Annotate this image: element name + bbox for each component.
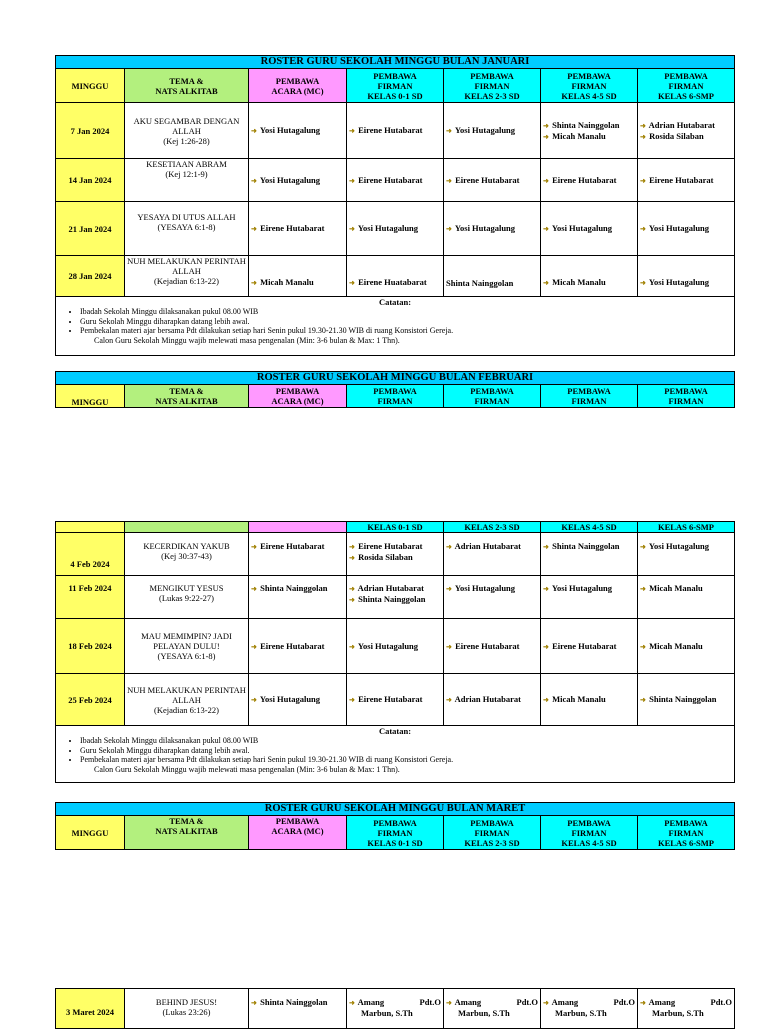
catatan-row — [56, 726, 735, 783]
mc-cell: ➜ Yosi Hutagalung — [249, 103, 347, 159]
table-title: ROSTER GURU SEKOLAH MINGGU BULAN MARET — [56, 803, 735, 816]
arrow-icon: ➜ — [640, 543, 646, 551]
kelas-cell: ➜ Amang Pdt.O Marbun, S.Th — [444, 989, 541, 1029]
roster-table-march-header — [55, 802, 735, 850]
arrow-icon: ➜ — [349, 596, 355, 604]
header-kelas-4-5: PEMBAWA FIRMAN KELAS 4-5 SD — [541, 816, 638, 850]
header-firman: PEMBAWA FIRMAN — [347, 385, 444, 408]
arrow-icon: ➜ — [640, 279, 646, 287]
header-kelas-4-5: PEMBAWA FIRMAN KELAS 4-5 SD — [541, 69, 638, 103]
kelas-cell: ➜ Adrian Hutabarat — [444, 674, 541, 726]
roster-table-march — [55, 988, 735, 1029]
catatan-row — [56, 297, 735, 356]
roster-table-february-header — [55, 371, 735, 408]
tema-cell: NUH MELAKUKAN PERINTAH ALLAH (Kejadian 6:13-22) — [125, 674, 249, 726]
roster-table-february — [55, 521, 735, 783]
kelas-cell: ➜ Adrian Hutabarat — [444, 533, 541, 576]
catatan-title: Catatan: — [378, 726, 412, 736]
header-acara-cont — [249, 522, 347, 533]
kelas-cell: ➜ Micah Manalu — [541, 256, 638, 297]
header-tema-cont — [125, 522, 249, 533]
kelas-cell: ➜ Shinta Nainggolan — [541, 533, 638, 576]
kelas-cell: ➜ Amang Pdt.O Marbun, S.Th — [347, 989, 444, 1029]
table-row — [56, 576, 735, 619]
catatan-title: Catatan: — [378, 297, 412, 307]
arrow-icon: ➜ — [349, 696, 355, 704]
arrow-icon: ➜ — [543, 225, 549, 233]
tema-cell: YESAYA DI UTUS ALLAH (YESAYA 6:1-8) — [125, 202, 249, 256]
header-kelas-0-1: PEMBAWA FIRMAN KELAS 0-1 SD — [347, 69, 444, 103]
arrow-icon: ➜ — [349, 279, 355, 287]
date-cell: 21 Jan 2024 — [56, 202, 125, 256]
header-kelas-2-3: PEMBAWA FIRMAN KELAS 2-3 SD — [444, 69, 541, 103]
arrow-icon: ➜ — [543, 176, 549, 185]
arrow-icon: ➜ — [251, 543, 257, 551]
kelas-cell: ➜ Eirene Hutabarat — [541, 619, 638, 674]
kelas-cell: ➜ Yosi Hutagalung — [444, 103, 541, 159]
header-firman: PEMBAWA FIRMAN — [444, 385, 541, 408]
header-acara: PEMBAWA ACARA (MC) — [249, 385, 347, 408]
date-cell: 3 Maret 2024 — [56, 989, 125, 1029]
list-item: • Ibadah Sekolah Minggu dilaksanakan pukul 08.00 WIB — [80, 736, 732, 746]
kelas-cell: ➜ Adrian Hutabarat ➜ Shinta Nainggolan — [347, 576, 444, 619]
tema-cell: AKU SEGAMBAR DENGAN ALLAH (Kej 1:26-28) — [125, 103, 249, 159]
kelas-cell: ➜ Yosi Hutagalung — [638, 533, 735, 576]
kelas-cell: ➜ Yosi Hutagalung — [347, 202, 444, 256]
table-row — [56, 989, 735, 1029]
header-tema: TEMA & NATS ALKITAB — [125, 69, 249, 103]
list-item: • Ibadah Sekolah Minggu dilaksanakan pukul 08.00 WIB — [80, 307, 732, 317]
header-kelas-0-1: PEMBAWA FIRMAN KELAS 0-1 SD — [347, 816, 444, 850]
tema-cell: NUH MELAKUKAN PERINTAH ALLAH (Kejadian 6:13-22) — [125, 256, 249, 297]
table-row — [56, 674, 735, 726]
mc-cell: ➜ Yosi Hutagalung — [249, 159, 347, 202]
arrow-icon: ➜ — [640, 132, 646, 141]
header-minggu-cont — [56, 522, 125, 533]
table-row — [56, 533, 735, 576]
kelas-cell: ➜ Micah Manalu — [638, 576, 735, 619]
header-minggu: MINGGU — [56, 69, 125, 103]
kelas-cell: ➜ Eirene Hutabarat — [444, 619, 541, 674]
arrow-icon: ➜ — [640, 585, 646, 593]
arrow-icon: ➜ — [640, 121, 646, 130]
catatan-note: Calon Guru Sekolah Minggu wajib melewati masa pengenalan (Min: 3-6 bulan & Max: 1 Thn). — [94, 764, 400, 774]
arrow-icon: ➜ — [349, 554, 355, 562]
arrow-icon: ➜ — [446, 999, 452, 1007]
list-item: • Guru Sekolah Minggu diharapkan datang lebih awal. — [80, 746, 732, 756]
mc-cell: ➜ Eirene Hutabarat — [249, 619, 347, 674]
arrow-icon: ➜ — [640, 696, 646, 704]
kelas-cell: ➜ Yosi Hutagalung — [541, 202, 638, 256]
arrow-icon: ➜ — [251, 279, 257, 287]
table-row — [56, 159, 735, 202]
arrow-icon: ➜ — [640, 225, 646, 233]
arrow-icon: ➜ — [640, 999, 646, 1007]
table-row — [56, 256, 735, 297]
header-kelas-2-3: PEMBAWA FIRMAN KELAS 2-3 SD — [444, 816, 541, 850]
mc-cell: ➜ Eirene Hutabarat — [249, 533, 347, 576]
arrow-icon: ➜ — [251, 127, 257, 135]
arrow-icon: ➜ — [349, 225, 355, 233]
date-cell: 11 Feb 2024 — [56, 576, 125, 619]
tema-cell: KESETIAAN ABRAM (Kej 12:1-9) — [125, 159, 249, 202]
table-row — [56, 619, 735, 674]
arrow-icon: ➜ — [543, 585, 549, 593]
mc-cell: ➜ Shinta Nainggolan — [249, 576, 347, 619]
kelas-cell: ➜ Eirene Hutabarat ➜ Rosida Silaban — [347, 533, 444, 576]
header-firman: PEMBAWA FIRMAN — [638, 385, 735, 408]
arrow-icon: ➜ — [543, 642, 549, 651]
arrow-icon: ➜ — [251, 225, 257, 233]
date-cell: 7 Jan 2024 — [56, 103, 125, 159]
arrow-icon: ➜ — [349, 127, 355, 135]
header-tema: TEMA & NATS ALKITAB — [125, 385, 249, 408]
arrow-icon: ➜ — [251, 642, 257, 651]
header-kelas-0-1: KELAS 0-1 SD — [347, 522, 444, 533]
arrow-icon: ➜ — [446, 696, 452, 704]
header-kelas-6-smp: PEMBAWA FIRMAN KELAS 6-SMP — [638, 816, 735, 850]
arrow-icon: ➜ — [543, 696, 549, 704]
arrow-icon: ➜ — [446, 543, 452, 551]
header-kelas-4-5: KELAS 4-5 SD — [541, 522, 638, 533]
kelas-cell: ➜ Micah Manalu — [541, 674, 638, 726]
arrow-icon: ➜ — [446, 225, 452, 233]
mc-cell: ➜ Micah Manalu — [249, 256, 347, 297]
kelas-cell: Shinta Nainggolan — [444, 256, 541, 297]
kelas-cell: ➜ Amang Pdt.O Marbun, S.Th — [638, 989, 735, 1029]
date-cell: 14 Jan 2024 — [56, 159, 125, 202]
header-minggu: MINGGU — [56, 385, 125, 408]
header-minggu: MINGGU — [56, 816, 125, 850]
tema-cell: MAU MEMIMPIN? JADI PELAYAN DULU! (YESAYA 6:1-8) — [125, 619, 249, 674]
list-item: • Pembekalan materi ajar bersama Pdt dilakukan setiap hari Senin pukul 19.30-21.30 WIB di ruang Konsistori Gereja. — [80, 755, 732, 765]
header-tema: TEMA & NATS ALKITAB — [125, 816, 249, 850]
kelas-cell: ➜ Adrian Hutabarat ➜ Rosida Silaban — [638, 103, 735, 159]
header-acara: PEMBAWA ACARA (MC) — [249, 69, 347, 103]
catatan-cell — [56, 726, 735, 783]
arrow-icon: ➜ — [446, 642, 452, 651]
kelas-cell: ➜ Eirene Huatabarat — [347, 256, 444, 297]
mc-cell: ➜ Shinta Nainggolan — [249, 989, 347, 1029]
tema-cell: BEHIND JESUS! (Lukas 23:26) — [125, 989, 249, 1029]
date-cell: 18 Feb 2024 — [56, 619, 125, 674]
header-kelas-2-3: KELAS 2-3 SD — [444, 522, 541, 533]
header-acara: PEMBAWA ACARA (MC) — [249, 816, 347, 850]
header-kelas-6-smp: PEMBAWA FIRMAN KELAS 6-SMP — [638, 69, 735, 103]
table-row — [56, 202, 735, 256]
arrow-icon: ➜ — [543, 543, 549, 551]
date-cell: 28 Jan 2024 — [56, 256, 125, 297]
tema-cell: KECERDIKAN YAKUB (Kej 30:37-43) — [125, 533, 249, 576]
mc-cell: ➜ Eirene Hutabarat — [249, 202, 347, 256]
arrow-icon: ➜ — [251, 999, 257, 1007]
catatan-note: Calon Guru Sekolah Minggu wajib melewati masa pengenalan (Min: 3-6 bulan & Max: 1 Thn). — [94, 335, 400, 345]
kelas-cell: ➜ Amang Pdt.O Marbun, S.Th — [541, 989, 638, 1029]
arrow-icon: ➜ — [349, 176, 355, 185]
kelas-cell: ➜ Yosi Hutagalung — [638, 202, 735, 256]
kelas-cell: ➜ Eirene Hutabarat — [541, 159, 638, 202]
arrow-icon: ➜ — [349, 543, 355, 551]
kelas-cell: ➜ Eirene Hutabarat — [347, 159, 444, 202]
arrow-icon: ➜ — [349, 999, 355, 1007]
kelas-cell: ➜ Yosi Hutagalung — [638, 256, 735, 297]
roster-table-january — [55, 55, 735, 356]
header-firman: PEMBAWA FIRMAN — [541, 385, 638, 408]
table-row — [56, 103, 735, 159]
kelas-cell: ➜ Yosi Hutagalung — [444, 202, 541, 256]
table-title: ROSTER GURU SEKOLAH MINGGU BULAN FEBRUARI — [56, 372, 735, 385]
arrow-icon: ➜ — [251, 176, 257, 185]
arrow-icon: ➜ — [640, 176, 646, 185]
header-kelas-6-smp: KELAS 6-SMP — [638, 522, 735, 533]
kelas-cell: ➜ Yosi Hutagalung — [444, 576, 541, 619]
arrow-icon: ➜ — [543, 132, 549, 141]
arrow-icon: ➜ — [446, 585, 452, 593]
arrow-icon: ➜ — [349, 642, 355, 651]
tema-cell: MENGIKUT YESUS (Lukas 9:22-27) — [125, 576, 249, 619]
kelas-cell: ➜ Shinta Nainggolan — [638, 674, 735, 726]
arrow-icon: ➜ — [446, 176, 452, 185]
kelas-cell: ➜ Eirene Hutabarat — [638, 159, 735, 202]
catatan-cell — [56, 297, 735, 356]
list-item: • Guru Sekolah Minggu diharapkan datang lebih awal. — [80, 317, 732, 327]
arrow-icon: ➜ — [543, 999, 549, 1007]
arrow-icon: ➜ — [251, 696, 257, 704]
arrow-icon: ➜ — [543, 279, 549, 287]
date-cell: 25 Feb 2024 — [56, 674, 125, 726]
arrow-icon: ➜ — [446, 127, 452, 135]
arrow-icon: ➜ — [640, 642, 646, 651]
kelas-cell: ➜ Yosi Hutagalung — [347, 619, 444, 674]
kelas-cell: ➜ Eirene Hutabarat — [347, 674, 444, 726]
list-item: • Pembekalan materi ajar bersama Pdt dilakukan setiap hari Senin pukul 19.30-21.30 WIB di ruang Konsistori Gereja. — [80, 326, 732, 336]
table-title: ROSTER GURU SEKOLAH MINGGU BULAN JANUARI — [56, 56, 735, 69]
arrow-icon: ➜ — [251, 585, 257, 593]
kelas-cell: ➜ Micah Manalu — [638, 619, 735, 674]
arrow-icon: ➜ — [543, 121, 549, 130]
kelas-cell: ➜ Yosi Hutagalung — [541, 576, 638, 619]
mc-cell: ➜ Yosi Hutagalung — [249, 674, 347, 726]
kelas-cell: ➜ Eirene Hutabarat — [444, 159, 541, 202]
catatan-list — [58, 736, 732, 765]
kelas-cell: ➜ Shinta Nainggolan ➜ Micah Manalu — [541, 103, 638, 159]
catatan-list — [58, 307, 732, 336]
date-cell: 4 Feb 2024 — [56, 533, 125, 576]
arrow-icon: ➜ — [349, 585, 355, 593]
kelas-cell: ➜ Eirene Hutabarat — [347, 103, 444, 159]
